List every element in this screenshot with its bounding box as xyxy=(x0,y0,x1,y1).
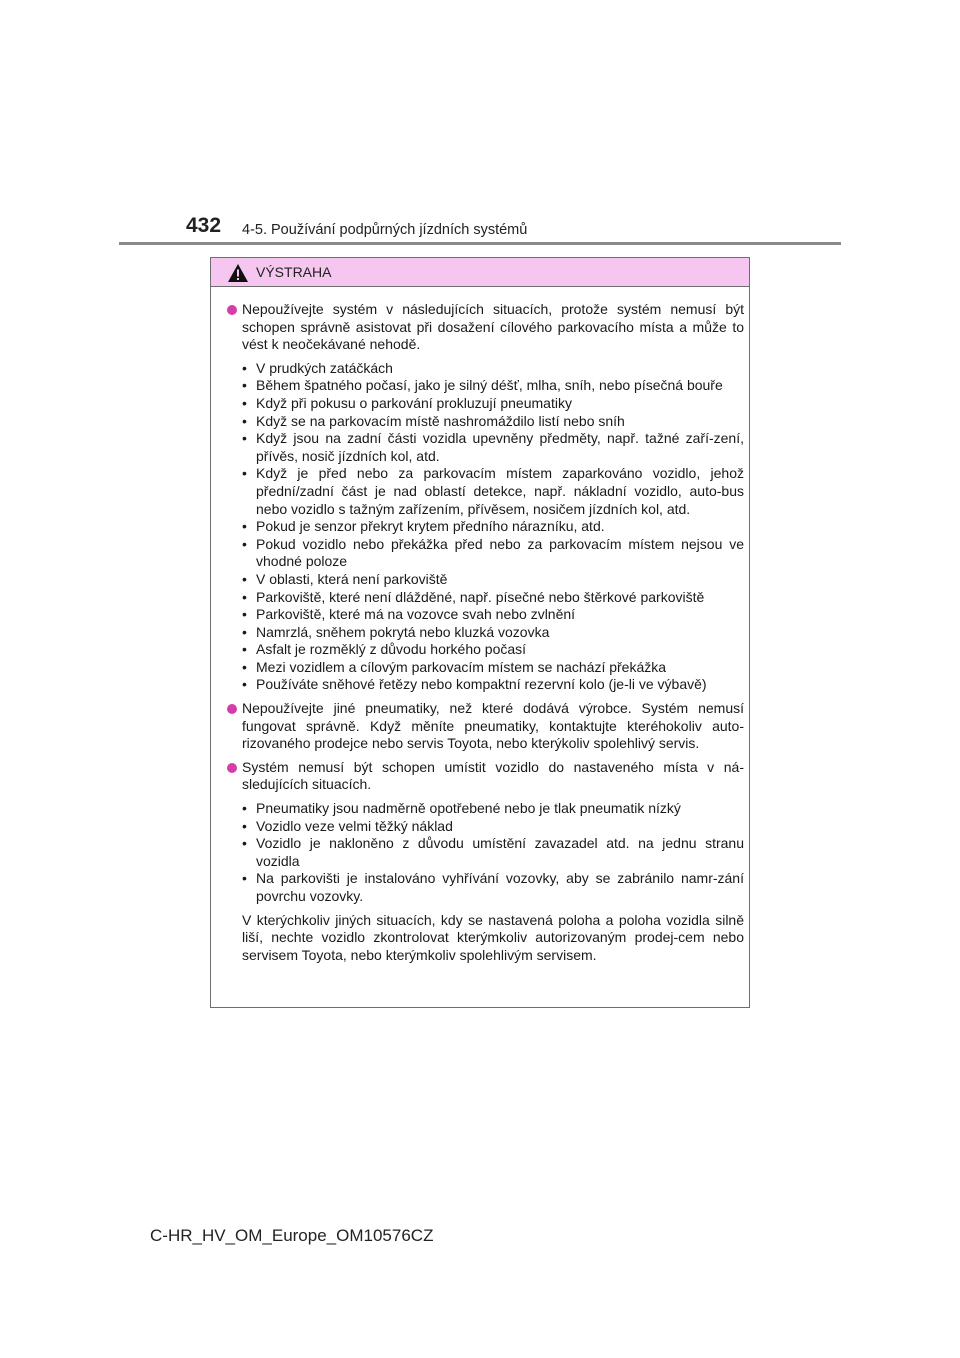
warning-note: V kterýchkoliv jiných situacích, kdy se nastavená poloha a poloha vozidla silně liší, nechte vozidlo zkontrolovat kterýmkoliv autorizovaným prodej-cem nebo servisem Toyota, nebo kterýmkoliv spolehlivým servisem. xyxy=(242,911,744,963)
bullet-dot-icon xyxy=(227,763,237,773)
list-item: • V prudkých zatáčkách xyxy=(242,360,744,378)
bullet-dot-icon xyxy=(227,305,237,315)
warning-item xyxy=(226,301,744,354)
warning-item xyxy=(226,759,744,794)
warning-title: VÝSTRAHA xyxy=(256,264,332,280)
list-item: • Asfalt je rozměklý z důvodu horkého počasí xyxy=(242,641,744,659)
list-item: • Používáte sněhové řetězy nebo kompaktní rezervní kolo (je-li ve výbavě) xyxy=(242,676,744,694)
warning-header xyxy=(211,258,749,287)
list-item: • Když jsou na zadní části vozidla upevněny předměty, např. tažné zaří-zení, přívěs, nosič jízdních kol, atd. xyxy=(242,430,744,465)
list-item: • Pokud je senzor překryt krytem předního nárazníku, atd. xyxy=(242,518,744,536)
bullet-dot-icon xyxy=(227,704,237,714)
document-code: C-HR_HV_OM_Europe_OM10576CZ xyxy=(150,1226,434,1245)
list-item: • Během špatného počasí, jako je silný déšť, mlha, sníh, nebo písečná bouře xyxy=(242,377,744,395)
list-item: • Vozidlo veze velmi těžký náklad xyxy=(242,818,744,836)
list-item: • Parkoviště, které není dlážděné, např. písečné nebo štěrkové parkoviště xyxy=(242,589,744,607)
page-number: 432 xyxy=(186,214,222,237)
condition-list xyxy=(242,360,744,694)
list-item: • Když je před nebo za parkovacím místem zaparkováno vozidlo, jehož přední/zadní část je nad oblastí detekce, např. nákladní vozidlo, auto-bus nebo vozidlo s tažným zařízením, přívěsem, nosičem jízdních kol, atd. xyxy=(242,465,744,518)
warning-item xyxy=(226,700,744,753)
warning-body xyxy=(226,301,744,964)
list-item: • Na parkovišti je instalováno vyhřívání vozovky, aby se zabránilo namr-zání povrchu vozovky. xyxy=(242,870,744,905)
section-title: 4-5. Používání podpůrných jízdních systémů xyxy=(242,222,528,238)
warning-text: Nepoužívejte jiné pneumatiky, než které dodává výrobce. Systém nemusí fungovat správně. Když měníte pneumatiky, kontaktujte kteréhokoliv auto-rizovaného prodejce nebo servis Toyota, nebo kterýkoliv spolehlivý servis. xyxy=(242,700,744,752)
warning-text: Nepoužívejte systém v následujících situacích, protože systém nemusí být schopen správně asistovat při dosažení cílového parkovacího místa a může to vést k neočekávané nehodě. xyxy=(242,301,744,353)
warning-text: Systém nemusí být schopen umístit vozidlo do nastaveného místa v ná-sledujících situacích. xyxy=(242,758,744,793)
list-item: • Namrzlá, sněhem pokrytá nebo kluzká vozovka xyxy=(242,624,744,642)
warning-box xyxy=(210,257,750,1008)
list-item: • Vozidlo je nakloněno z důvodu umístění zavazadel atd. na jednu stranu vozidla xyxy=(242,835,744,870)
condition-list xyxy=(242,800,744,906)
header-divider xyxy=(119,242,841,245)
list-item: • Když při pokusu o parkování prokluzují pneumatiky xyxy=(242,395,744,413)
list-item: • Pneumatiky jsou nadměrně opotřebené nebo je tlak pneumatik nízký xyxy=(242,800,744,818)
warning-triangle-icon xyxy=(227,263,249,283)
list-item: • Když se na parkovacím místě nashromáždilo listí nebo sníh xyxy=(242,413,744,431)
list-item: • V oblasti, která není parkoviště xyxy=(242,571,744,589)
list-item: • Mezi vozidlem a cílovým parkovacím místem se nachází překážka xyxy=(242,659,744,677)
list-item: • Parkoviště, které má na vozovce svah nebo zvlnění xyxy=(242,606,744,624)
list-item: • Pokud vozidlo nebo překážka před nebo za parkovacím místem nejsou ve vhodné poloze xyxy=(242,536,744,571)
